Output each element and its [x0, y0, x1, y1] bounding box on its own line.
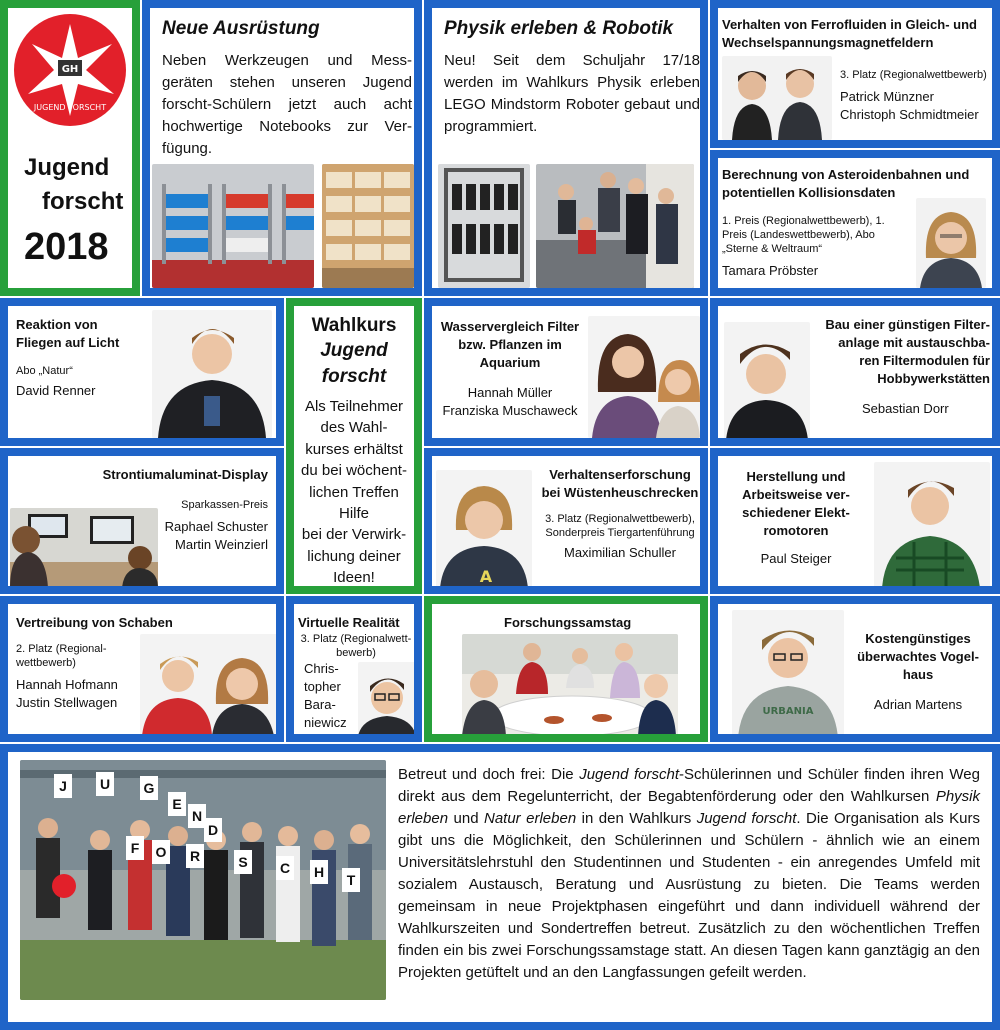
- asteroiden-name: Tamara Pröbster: [722, 263, 819, 278]
- heuschrecken-award-1: 3. Platz (Regionalwettbewerb),: [545, 513, 695, 525]
- letter-card: J: [54, 774, 72, 798]
- virtuelle-award: [298, 632, 414, 660]
- letter-card: H: [310, 860, 328, 884]
- robot-rack-photo: [438, 164, 530, 288]
- letter-card: F: [126, 836, 144, 860]
- virtuelle-name-2: topher: [304, 679, 341, 694]
- virtuelle-realitaet-panel: [286, 596, 422, 742]
- vogelhaus-panel: [710, 596, 1000, 742]
- schaben-name-2: Justin Stellwagen: [16, 695, 118, 710]
- logo-title-jugend: Jugend: [24, 154, 110, 181]
- virtuelle-award-2: bewerb): [336, 647, 376, 659]
- strontium-award: Sparkassen-Preis: [181, 499, 268, 511]
- wahlkurs-line: bei der Verwirk-: [301, 526, 407, 544]
- fliegen-title-2: Fliegen auf Licht: [16, 335, 120, 350]
- wahlkurs-line: des Wahl-: [320, 419, 388, 437]
- logo-panel: [0, 0, 140, 296]
- elektromotoren-text: [722, 468, 870, 568]
- forschungssamstag-panel: [424, 596, 708, 742]
- neue-ausruestung-panel: [142, 0, 422, 296]
- filteranlage-text: [814, 316, 990, 388]
- elektromotoren-title-3: schiedener Elekt-: [742, 505, 850, 520]
- wahlkurs-line: du bei wöchent-: [301, 462, 407, 480]
- wasservergleich-name-2: Franziska Muschaweck: [442, 403, 578, 418]
- letter-card: C: [276, 856, 294, 880]
- virtuelle-title: Virtuelle Realität: [298, 615, 400, 630]
- filteranlage-title-1: Bau einer günstigen Filter-: [825, 317, 990, 332]
- filteranlage-name: Sebastian Dorr: [862, 401, 949, 416]
- wahlkurs-title-3: forscht: [321, 366, 387, 387]
- vogelhaus-photo: [732, 610, 844, 738]
- wahlkurs-title-2: Jugend: [320, 340, 388, 361]
- vogelhaus-title-1: Kostengünstiges: [865, 631, 971, 646]
- letter-card: U: [96, 772, 114, 796]
- wahlkurs-line: Hilfe: [338, 505, 369, 523]
- forschungssamstag-photo: [462, 634, 678, 736]
- svg-text:JUGEND FORSCHT: JUGEND FORSCHT: [33, 103, 107, 112]
- robotics-students-photo: [536, 164, 694, 288]
- vogelhaus-title-3: haus: [902, 667, 934, 682]
- info-text-italic: Natur erleben: [484, 810, 577, 827]
- filteranlage-title-2: anlage mit austauschba-: [838, 335, 990, 350]
- physik-robotik-title: Physik erleben & Robotik: [444, 18, 674, 39]
- letter-card: G: [140, 776, 158, 800]
- wahlkurs-line: Ideen!: [333, 569, 375, 587]
- vogelhaus-text: [848, 630, 988, 714]
- letter-card: S: [234, 850, 252, 874]
- wasservergleich-title: [436, 318, 584, 420]
- vogelhaus-name: Adrian Martens: [873, 697, 963, 712]
- info-text: [398, 764, 980, 984]
- heuschrecken-name: Maximilian Schuller: [564, 545, 676, 560]
- wasservergleich-name-1: Hannah Müller: [467, 385, 553, 400]
- virtuelle-name-4: niewicz: [304, 715, 347, 730]
- info-text-part: in den Wahlkurs: [576, 810, 697, 827]
- virtuelle-names: [304, 660, 347, 732]
- wahlkurs-title-1: Wahlkurs: [311, 315, 397, 336]
- info-panel: [0, 744, 1000, 1030]
- wahlkurs-line: Als Teilnehmer: [304, 398, 404, 415]
- filteranlage-title-3: ren Filtermodulen für: [859, 353, 990, 368]
- elektromotoren-name: Paul Steiger: [760, 551, 832, 566]
- strontium-name-1: Raphael Schuster: [164, 519, 268, 534]
- strontium-panel: [0, 448, 284, 594]
- wahlkurs-line: lichung deiner: [307, 547, 401, 565]
- svg-text:A: A: [479, 567, 493, 586]
- ferrofluide-title: Verhalten von Ferrofluiden in Gleich- und Wechselspannungsmagnetfeldern: [722, 17, 977, 50]
- wasservergleich-panel: [424, 298, 708, 446]
- virtuelle-name-1: Chris-: [304, 661, 339, 676]
- virtuelle-award-1: 3. Platz (Regionalwett-: [300, 633, 412, 645]
- schaben-title: Vertreibung von Schaben: [16, 615, 173, 630]
- virtuelle-name-3: Bara-: [304, 697, 336, 712]
- heuschrecken-photo: [436, 470, 532, 588]
- neue-ausruestung-text: Neben Werkzeugen und Messgeräten stehen unseren Jugend forscht-Schülern jetzt auch acht hochwertige Notebooks zur Verfügung.: [162, 52, 412, 157]
- virtuelle-photo: [358, 662, 416, 736]
- filteranlage-panel: [710, 298, 1000, 446]
- schaben-panel: [0, 596, 284, 742]
- schaben-award-2: wettbewerb): [16, 657, 76, 669]
- wahlkurs-line: kurses erhältst: [305, 440, 403, 458]
- fliegen-title-1: Reaktion von: [16, 317, 98, 332]
- ferrofluide-panel: [710, 0, 1000, 148]
- svg-text:GH: GH: [61, 64, 79, 75]
- letter-card: T: [342, 868, 360, 892]
- heuschrecken-panel: [424, 448, 708, 594]
- strontium-title: Strontiumaluminat-Display: [102, 467, 268, 482]
- filteranlage-photo: [724, 322, 810, 440]
- shelves-photo: [152, 164, 314, 288]
- jugend-forscht-logo-icon: [14, 14, 126, 126]
- wahlkurs-text: [294, 396, 414, 589]
- wasservergleich-title-2: bzw. Pflanzen im: [458, 337, 562, 352]
- fliegen-panel: [0, 298, 284, 446]
- ferrofluide-name-2: Christoph Schmidtmeier: [840, 107, 979, 122]
- letter-card: R: [186, 844, 204, 868]
- letter-card: D: [204, 818, 222, 842]
- info-text-part: -Schülerinnen und Schüler finden ihren Weg direkt aus dem Regelunterricht, der Begabtenförderung oder den Wahlkursen: [398, 766, 980, 805]
- group-photo: [20, 760, 386, 1000]
- logo-year: 2018: [24, 226, 109, 268]
- heuschrecken-award-2: Sonderpreis Tiergartenführung: [545, 527, 695, 539]
- elektromotoren-title-4: romotoren: [763, 523, 829, 538]
- wasservergleich-photo: [588, 316, 700, 438]
- ferrofluide-name-1: Patrick Münzner: [840, 89, 934, 104]
- ferrofluide-award: 3. Platz (Regionalwettbewerb): [840, 69, 987, 81]
- letter-card: N: [188, 804, 206, 828]
- heuschrecken-text: [536, 466, 704, 562]
- elektromotoren-photo: [874, 462, 990, 588]
- asteroiden-title: Berechnung von Asteroidenbahnen und potentiellen Kollisionsdaten: [722, 167, 970, 200]
- fliegen-photo: [152, 310, 272, 438]
- physik-robotik-panel: [424, 0, 708, 296]
- svg-text:URBANIA: URBANIA: [762, 706, 814, 717]
- ferrofluide-photo: [722, 56, 832, 140]
- wahlkurs-panel: [286, 298, 422, 594]
- elektromotoren-title-2: Arbeitsweise ver-: [742, 487, 850, 502]
- info-text-part: und: [448, 810, 484, 827]
- elektromotoren-title-1: Herstellung und: [746, 469, 846, 484]
- info-text-italic: Jugend forscht: [696, 810, 797, 827]
- forschungssamstag-title: Forschungssamstag: [504, 615, 632, 630]
- logo-title-forscht: forscht: [42, 188, 124, 215]
- wahlkurs-line: lichen Treffen: [309, 483, 399, 501]
- wasservergleich-title-3: Aquarium: [479, 355, 541, 370]
- schaben-name-1: Hannah Hofmann: [16, 677, 118, 692]
- asteroiden-photo: [916, 198, 986, 288]
- physik-robotik-text: Neu! Seit dem Schuljahr 17/18 werden im Wahlkurs Physik erleben LEGO Mindstorm Roboter gebaut und programmiert.: [444, 52, 700, 135]
- drawers-photo: [322, 164, 414, 288]
- schaben-award-1: 2. Platz (Regional-: [16, 643, 107, 655]
- info-text-italic: Physik erleben: [398, 788, 980, 827]
- fliegen-award: Abo „Natur“: [16, 365, 73, 377]
- strontium-photo: [10, 508, 158, 588]
- letter-card: O: [152, 840, 170, 864]
- asteroiden-panel: [710, 150, 1000, 296]
- wasservergleich-title-1: Wasservergleich Filter: [440, 319, 580, 334]
- heuschrecken-title-1: Verhaltenserforschung: [549, 467, 691, 482]
- heuschrecken-title-2: bei Wüstenheuschrecken: [541, 485, 699, 500]
- fliegen-name: David Renner: [16, 383, 96, 398]
- elektromotoren-panel: [710, 448, 1000, 594]
- strontium-name-2: Martin Weinzierl: [175, 537, 268, 552]
- asteroiden-award: 1. Preis (Regionalwettbewerb), 1. Preis (Landeswettbewerb), Abo „Sterne & Weltraum“: [722, 215, 885, 255]
- schaben-photo: [140, 634, 278, 736]
- info-text-part: . Die Organisation als Kurs gibt uns die Möglichkeit, den Schülerinnen und Schülern - ähnlich wie an einem Universitätslehrstuhl den Studentinnen und Studenten - ein anregendes Umfeld mit sozialem Austausch, Beratung und Ausrüstung zu bieten. Die Teams werden gemeinsam in neue Projektphasen eingeführt und dann individuell während der Wahlkurszeiten und Sondertreffen betreut. Zusätzlich zu den wöchentlichen Treffen finden ein bis zwei Forschungssamstage statt. An diesen Tagen kann ganztägig an den Projekten getüftelt und an den Langfassungen gefeilt werden.: [398, 810, 980, 981]
- vogelhaus-title-2: überwachtes Vogel-: [857, 649, 979, 664]
- info-text-part: Betreut und doch frei: Die: [398, 766, 580, 783]
- filteranlage-title-4: Hobbywerkstätten: [877, 371, 990, 386]
- info-text-italic: Jugend forscht: [579, 766, 679, 783]
- group-photo-svg: [20, 760, 386, 1000]
- neue-ausruestung-title: Neue Ausrüstung: [162, 18, 320, 39]
- letter-card: E: [168, 792, 186, 816]
